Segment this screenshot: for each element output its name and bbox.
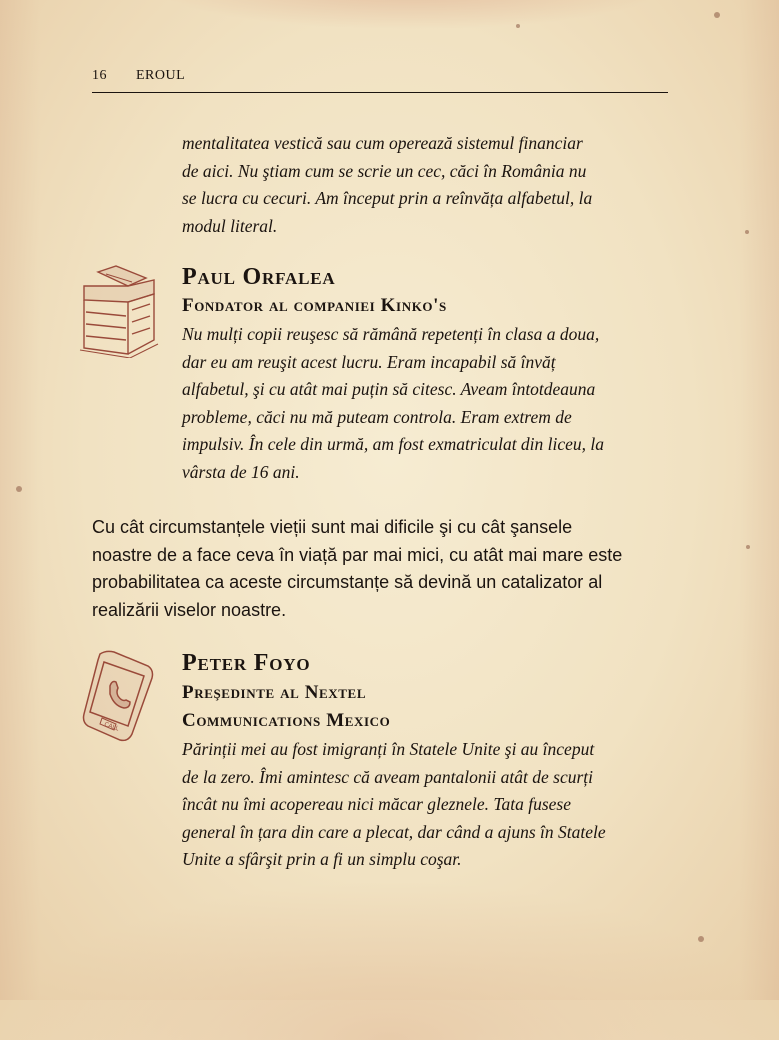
quote-line: probleme, căci nu mă puteam controla. Eram extrem de [182, 406, 572, 427]
quote-line: Nu mulți copii reuşesc să rămână repetenți în clasa a doua, [182, 324, 600, 344]
quote-line: vârsta de 16 ani. [182, 461, 300, 482]
quote-line: alfabetul, şi cu atât mai puțin să citesc. Aveam întotdeauna [182, 379, 596, 399]
profile-name-paul: Paul Orfalea [182, 264, 336, 290]
quote-line: de la zero. Îmi amintesc că aveam pantalonii atât de scurți [182, 766, 594, 787]
quote-line: impulsiv. În cele din urmă, am fost exmatriculat din liceu, la [182, 434, 605, 454]
quote-peter [182, 736, 672, 874]
page-header [92, 66, 668, 93]
role-line: Communications Mexico [182, 710, 391, 731]
paragraph-line: realizării viselor noastre. [92, 599, 287, 620]
paragraph-line: noastre de a face ceva în viață par mai mici, cu atât mai mare este [92, 544, 623, 565]
chapter-title: EROUL [136, 68, 186, 83]
role-line: Preşedinte al Nextel [182, 682, 367, 703]
quote-line: modul literal. [182, 215, 278, 236]
quote-line: Părinții mei au fost imigranți în Statele Unite şi au început [182, 739, 595, 759]
paper-stain-bottom [0, 880, 779, 1040]
quote-line: general în țara din care a plecat, dar când a ajuns în Statele [182, 821, 606, 842]
mobile-phone-icon [80, 648, 160, 748]
paper-stain-top [150, 0, 670, 30]
quote-line: de aici. Nu ştiam cum se scrie un cec, căci în România nu [182, 160, 587, 181]
paragraph-line: probabilitatea ca aceste circumstanțe să devină un catalizator al [92, 572, 603, 592]
phone-call-label: CALL [103, 720, 120, 733]
page-number: 16 [92, 68, 107, 83]
ink-speck [745, 230, 749, 234]
quote-line: Unite a sfârşit prin a fi un simplu coşar. [182, 849, 462, 869]
profile-role-paul [182, 292, 447, 320]
body-paragraph [92, 514, 672, 624]
quote-line: dar eu am reuşit acest lucru. Eram incapabil să învăț [182, 351, 556, 372]
paper-edge-right [739, 0, 779, 1000]
profile-name-peter: Peter Foyo [182, 650, 311, 676]
intro-quote [182, 130, 672, 240]
ink-speck [516, 24, 520, 28]
quote-paul [182, 321, 672, 486]
copier-icon [76, 264, 162, 362]
ink-speck [16, 486, 22, 492]
quote-line: se lucra cu cecuri. Am început prin a reînvăța alfabetul, la [182, 188, 593, 208]
ink-speck [698, 936, 704, 942]
paper-edge-left [0, 0, 40, 1000]
ink-speck [746, 545, 750, 549]
ink-speck [714, 12, 720, 18]
paragraph-line: Cu cât circumstanțele vieții sunt mai dificile şi cu cât şansele [92, 517, 573, 537]
quote-line: încât nu îmi acopereau nici măcar gleznele. Tata fusese [182, 794, 571, 814]
profile-role-peter [182, 679, 390, 735]
quote-line: mentalitatea vestică sau cum operează sistemul financiar [182, 133, 583, 153]
role-line: Fondator al companiei Kinko's [182, 295, 447, 316]
